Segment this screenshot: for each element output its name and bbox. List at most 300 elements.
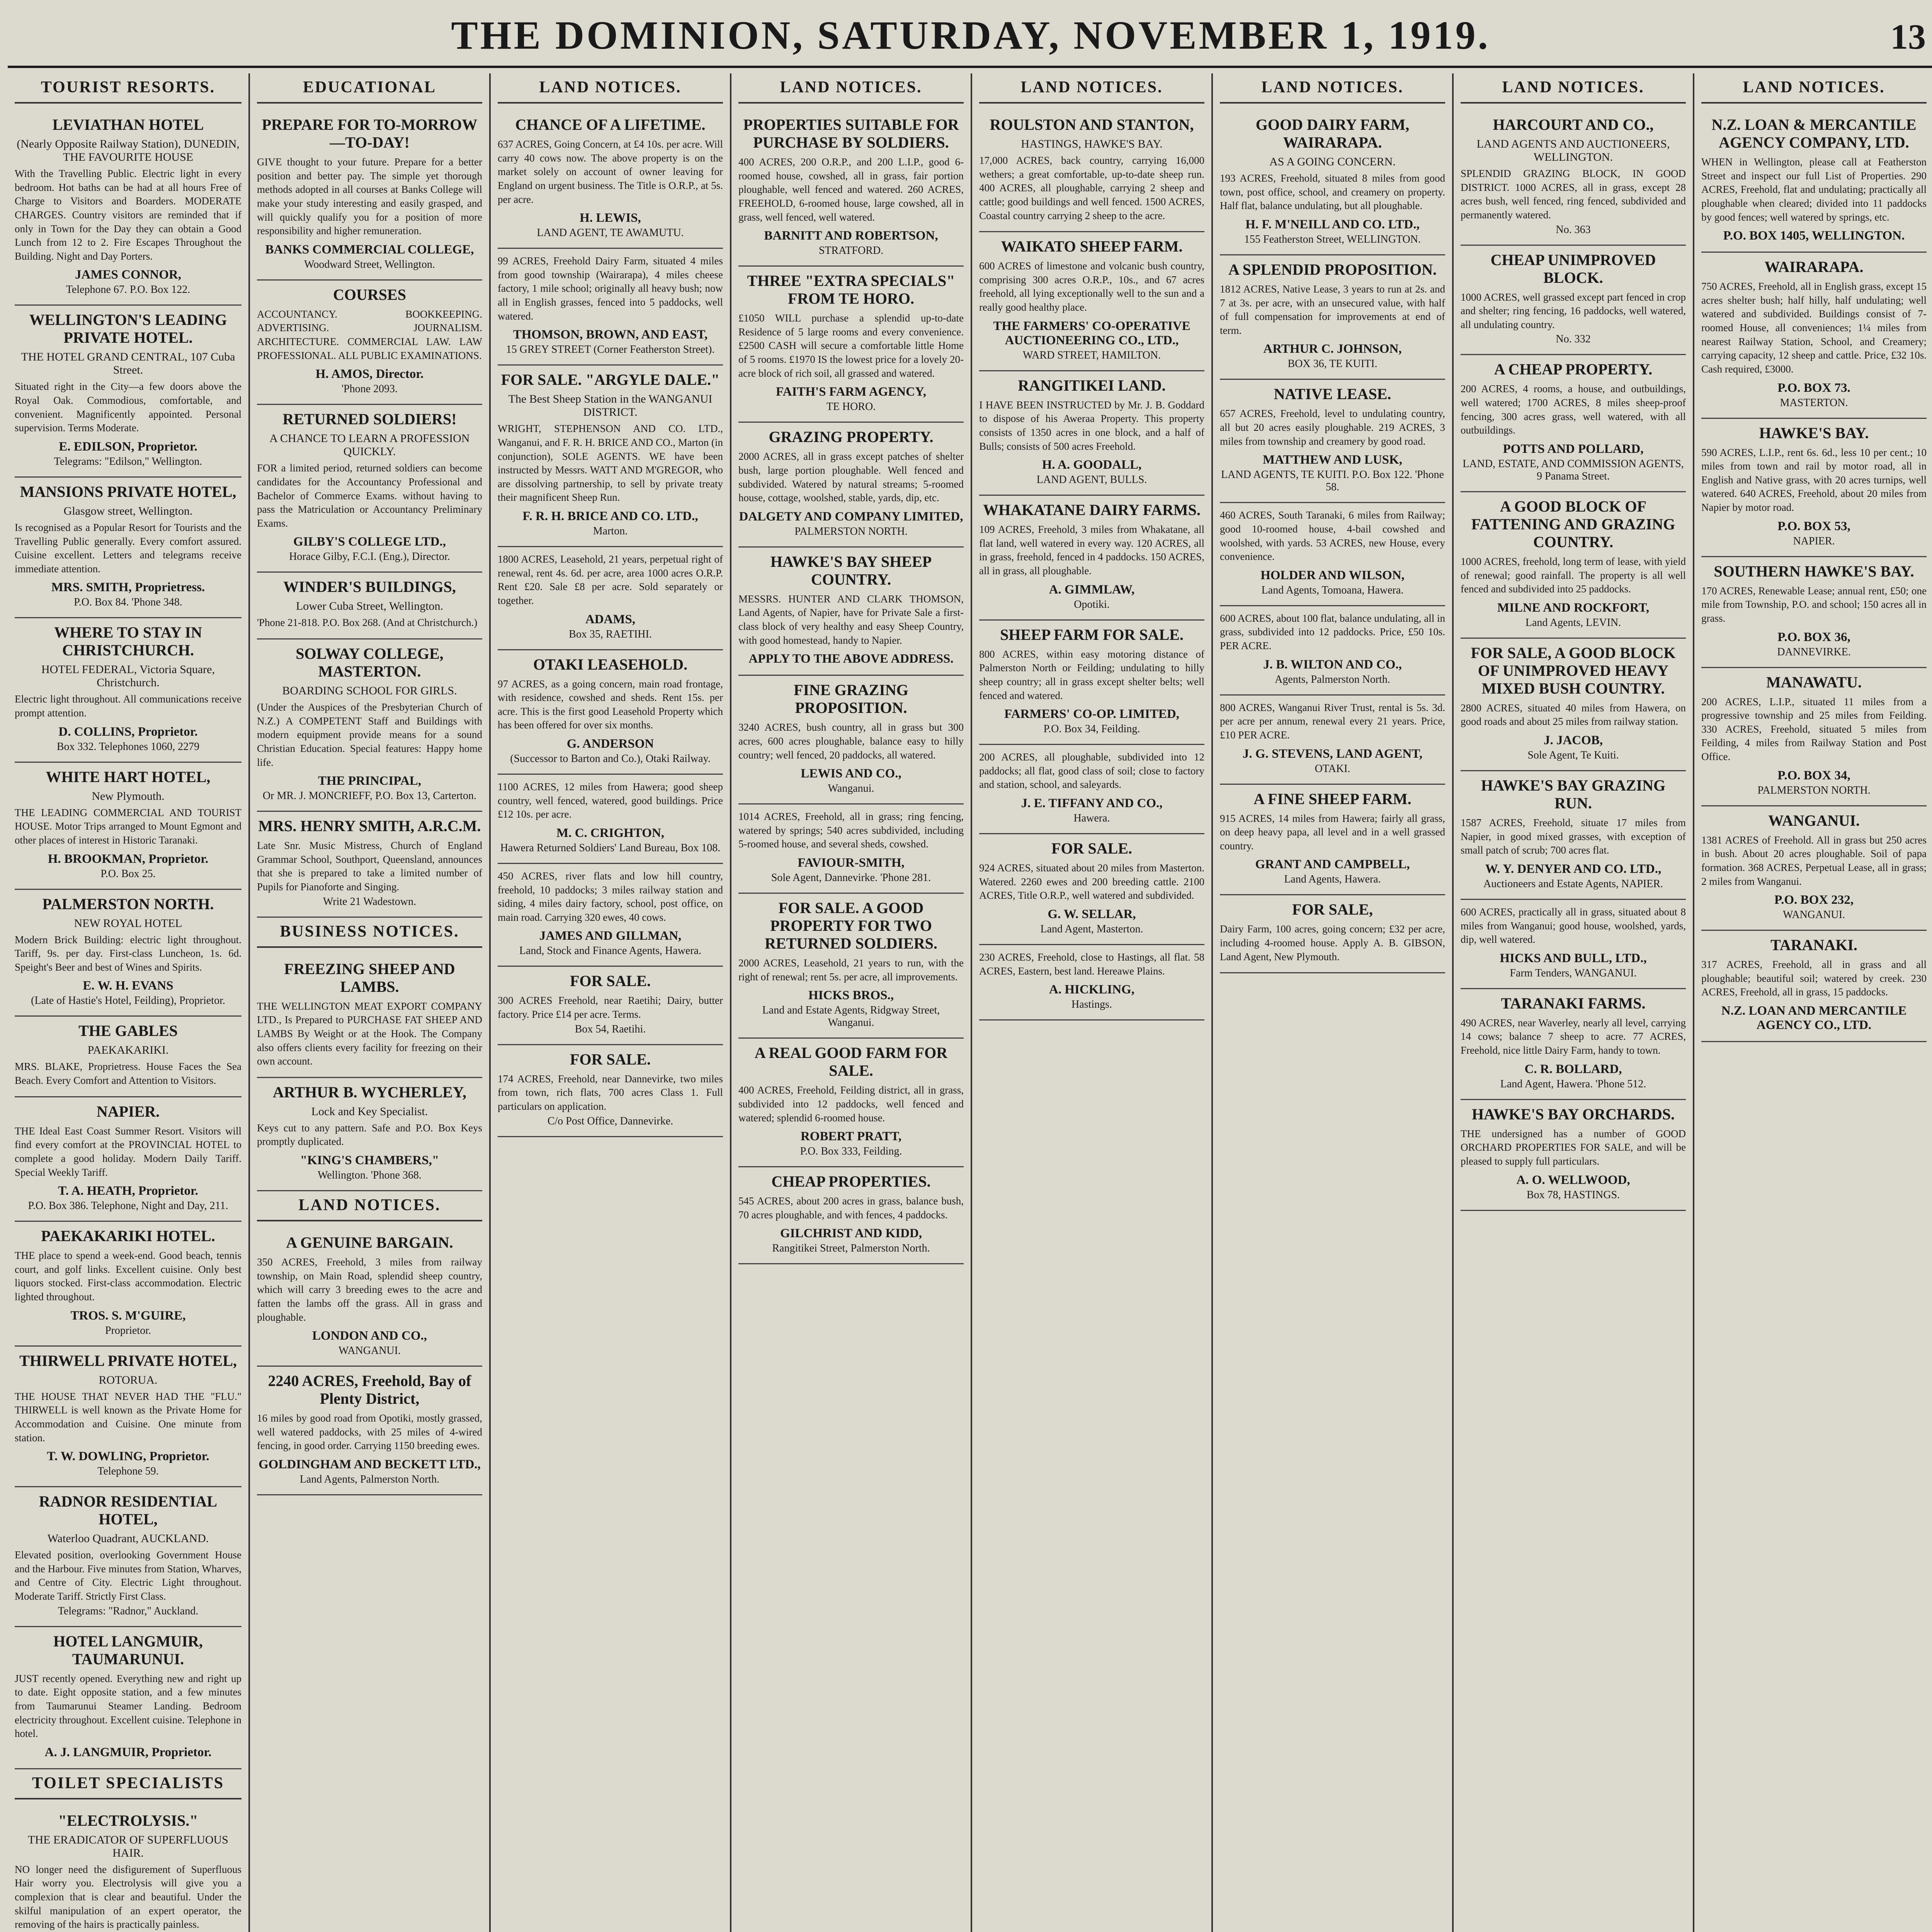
ad-address: OTAKI. <box>1315 762 1350 775</box>
advertisement <box>979 745 1204 834</box>
advertisement <box>15 306 242 478</box>
column-6 <box>1211 73 1452 1932</box>
ad-body: 1381 ACRES of Freehold. All in grass but 250 acres in bush. About 20 acres ploughable. Soil of papa formation. 368 ACRES, Perpetual Lease, all in grass; 2 miles from Wanganui. <box>1701 834 1927 887</box>
ad-title: A SPLENDID PROPOSITION. <box>1228 260 1437 278</box>
ad-address: BOX 36, TE KUITI. <box>1287 358 1378 370</box>
ad-signature: JAMES CONNOR, <box>75 268 181 282</box>
ad-address: Land Agent, Hawera. 'Phone 512. <box>1500 1078 1646 1090</box>
ad-body: 230 ACRES, Freehold, close to Hastings, all flat. 58 ACRES, Eastern, best land. Hereawe Plains. <box>979 951 1204 977</box>
column-5 <box>971 73 1211 1932</box>
column-2 <box>248 73 489 1932</box>
ad-title: THREE "EXTRA SPECIALS" FROM TE HORO. <box>747 272 955 308</box>
ad-title: FINE GRAZING PROPOSITION. <box>794 681 908 717</box>
ad-body: I HAVE BEEN INSTRUCTED by Mr. J. B. Goddard to dispose of his Aweraa Property. This property consists of 1350 acres in one block, and a half of Bulls; consists of 500 acres Freehold. <box>979 399 1204 452</box>
page-number: 13 <box>1890 17 1926 56</box>
advertisement <box>15 763 242 890</box>
ad-address: Box 54, Raetihi. <box>575 1023 646 1035</box>
ad-subtitle: Lock and Key Specialist. <box>311 1105 428 1118</box>
ad-address: 155 Featherston Street, WELLINGTON. <box>1244 233 1421 245</box>
ad-body: 193 ACRES, Freehold, situated 8 miles from good town, post office, school, and creamery on property. Half flat, balance undulating, but all ploughable. <box>1220 172 1445 212</box>
ad-address: Land Agents, Palmerston North. <box>299 1473 440 1485</box>
ad-title: HAWKE'S BAY GRAZING RUN. <box>1481 777 1666 812</box>
ad-address: DANNEVIRKE. <box>1777 646 1851 658</box>
ad-signature: GRANT AND CAMPBELL, <box>1255 857 1410 872</box>
ad-address: Telegrams: "Edilson," Wellington. <box>54 455 202 468</box>
ad-signature: JAMES AND GILLMAN, <box>539 929 682 943</box>
advertisement <box>257 639 482 812</box>
advertisement <box>1461 492 1686 639</box>
ad-title: 2240 ACRES, Freehold, Bay of Plenty District, <box>268 1372 471 1408</box>
ad-address: Hawera. <box>1073 812 1110 824</box>
ad-body: THE LEADING COMMERCIAL AND TOURIST HOUSE. Motor Trips arranged to Mount Egmont and other places of interest in Historic Taranaki. <box>15 806 242 846</box>
ad-subtitle: BOARDING SCHOOL FOR GIRLS. <box>282 684 457 697</box>
column-8 <box>1693 73 1932 1932</box>
advertisement <box>498 366 723 547</box>
column-1 <box>8 73 248 1932</box>
ad-title: PROPERTIES SUITABLE FOR PURCHASE BY SOLDIERS. <box>743 116 959 151</box>
ad-body: 460 ACRES, South Taranaki, 6 miles from Railway; good 10-roomed house, 4-bail cowshed and woolshed, with yards. 53 ACRES, new House, every convenience. <box>1220 509 1445 563</box>
ad-title: GOOD DAIRY FARM, WAIRARAPA. <box>1255 116 1410 151</box>
advertisement <box>1220 255 1445 380</box>
advertisement <box>15 1627 242 1769</box>
ad-subtitle: Waterloo Quadrant, AUCKLAND. <box>47 1532 209 1545</box>
ad-address: P.O. Box 333, Feilding. <box>800 1145 902 1158</box>
advertisement <box>738 267 964 423</box>
section-heading: BUSINESS NOTICES. <box>257 918 482 948</box>
ad-body: 600 ACRES of limestone and volcanic bush country, comprising 300 acres O.R.P., 10s., and 67 acres freehold, all lying exceptionally well to the sun and a really good healthy place. <box>979 260 1204 313</box>
ad-signature: N.Z. LOAN AND MERCANTILE AGENCY CO., LTD. <box>1721 1004 1907 1032</box>
advertisement <box>498 775 723 864</box>
ad-body: 800 ACRES, Wanganui River Trust, rental is 5s. 3d. per acre per annum, renewal every 21 years. Price, £10 PER ACRE. <box>1220 701 1445 741</box>
advertisement <box>1220 606 1445 696</box>
ad-body: 16 miles by good road from Opotiki, mostly grassed, well watered paddocks, with 25 miles of 4-wired fencing, in good order. Carrying 1150 breeding ewes. <box>257 1412 482 1452</box>
ad-address: Agents, Palmerston North. <box>1275 673 1390 685</box>
ad-title: WHERE TO STAY IN CHRISTCHURCH. <box>54 624 202 659</box>
ad-body: 1000 ACRES, well grassed except part fenced in crop and shelter; ring fencing, 16 paddocks, well watered, all undulating country. <box>1461 291 1686 330</box>
ad-body: 915 ACRES, 14 miles from Hawera; fairly all grass, on deep heavy papa, all level and in a well grassed country. <box>1220 812 1445 852</box>
advertisement <box>1220 380 1445 503</box>
ad-signature: ROBERT PRATT, <box>800 1129 902 1144</box>
advertisement <box>257 955 482 1078</box>
ad-body: 2000 ACRES, all in grass except patches of shelter bush, large portion ploughable. Well fenced and subdivided. Watered by natural streams; 5-roomed house, cottage, woolshed, stable, yards, dip, etc. <box>738 451 964 504</box>
ad-signature: FAVIOUR-SMITH, <box>798 856 905 870</box>
ad-signature: J. G. STEVENS, LAND AGENT, <box>1242 747 1423 761</box>
ad-title: SOUTHERN HAWKE'S BAY. <box>1714 562 1914 580</box>
ad-signature: M. C. CRIGHTON, <box>556 826 664 840</box>
ad-body: 170 ACRES, Renewable Lease; annual rent, £50; one mile from Township, P.O. and school; 150 acres all in grass. <box>1701 585 1927 624</box>
ad-signature: J. E. TIFFANY AND CO., <box>1021 796 1163 810</box>
ad-body: THE undersigned has a number of GOOD ORCHARD PROPERTIES FOR SALE, and will be pleased to supply full particulars. <box>1461 1128 1686 1167</box>
ad-body: With the Travelling Public. Electric light in every bedroom. Hot baths can be had at all hours Free of Charge to Visitors and Boarders. MODERATE CHARGES. Country visitors are reminded that if only in Town for the Day they can obtain a Good Lunch from 12 to 2. Fire Escapes Throughout the Building. Night and Day Porters. <box>15 168 242 262</box>
ad-body: WRIGHT, STEPHENSON AND CO. LTD., Wanganui, and F. R. H. BRICE AND CO., Marton (in conjunction), SOLE AGENTS. WE have been instructed by Messrs. WATT AND M'GREGOR, who are dissolving partnership, to sell by private treaty their magnificent Sheep Run. <box>498 423 723 503</box>
ad-address: Land Agents, Tomoana, Hawera. <box>1261 584 1404 596</box>
ad-address: Sole Agent, Dannevirke. 'Phone 281. <box>771 872 931 884</box>
ad-signature: P.O. BOX 36, <box>1777 630 1850 644</box>
ad-address: Telephone 67. P.O. Box 122. <box>66 284 190 296</box>
ad-body: 924 ACRES, situated about 20 miles from Masterton. Watered. 2260 ewes and 200 breeding cattle. 2100 ACRES, Title O.R.P., well watered and subdivided. <box>979 862 1204 901</box>
ad-subtitle: THE HOTEL GRAND CENTRAL, 107 Cuba Street. <box>21 350 235 377</box>
ad-address: Write 21 Wadestown. <box>323 895 417 908</box>
ad-subtitle: LAND AGENTS AND AUCTIONEERS, WELLINGTON. <box>1476 138 1670 163</box>
advertisement <box>1461 1100 1686 1211</box>
column-heading: EDUCATIONAL <box>257 73 482 104</box>
ad-address: Land Agents, LEVIN. <box>1525 616 1621 629</box>
ad-body: Elevated position, overlooking Government House and the Harbour. Five minutes from Station, Wharves, and Centre of City. Electric Light throughout. Moderate Tariff. Strictly First Class. <box>15 1549 242 1602</box>
ad-address: No. 363 <box>1556 223 1591 236</box>
ad-title: CHEAP PROPERTIES. <box>771 1173 931 1190</box>
advertisement <box>1461 639 1686 771</box>
ad-body: WHEN in Wellington, please call at Featherston Street and inspect our full List of Properties. 290 ACRES, Freehold, flat and undulating; practically all ploughable when cleared; divided into 11 paddocks by good fences; well watered by springs, etc. <box>1701 156 1927 223</box>
ad-address: Woodward Street, Wellington. <box>304 258 435 270</box>
ad-signature: THE FARMERS' CO-OPERATIVE AUCTIONEERING CO., LTD., <box>993 319 1190 347</box>
advertisement <box>738 676 964 804</box>
ad-body: 1812 ACRES, Native Lease, 3 years to run at 2s. and 7 at 3s. per acre, with an unsecured value, with half of full compensation for improvements at end of term. <box>1220 283 1445 336</box>
advertisement <box>498 111 723 249</box>
ad-signature: MILNE AND ROCKFORT, <box>1497 600 1650 615</box>
masthead <box>8 8 1932 68</box>
ad-title: FOR SALE. <box>570 1050 651 1068</box>
ad-body: £1050 WILL purchase a splendid up-to-date Residence of 5 large rooms and every convenience. £2500 CASH will secure a comfortable little Home of 5 rooms. £1970 IS the lowest price for a lovely 20-acre block of rich soil, all grassed and watered. <box>738 312 964 379</box>
ad-signature: W. Y. DENYER AND CO. LTD., <box>1485 862 1662 876</box>
ad-title: WELLINGTON'S LEADING PRIVATE HOTEL. <box>29 311 227 347</box>
ad-title: THE GABLES <box>78 1022 178 1040</box>
ad-address: P.O. Box 25. <box>100 867 156 880</box>
ad-signature: LEWIS AND CO., <box>801 767 901 781</box>
ad-signature: POTTS AND POLLARD, <box>1503 442 1644 456</box>
ad-body: 200 ACRES, L.I.P., situated 11 miles from a progressive township and 25 miles from Feilding. 330 ACRES, Freehold, situated 5 miles from Feilding, 4 miles from Railway Station and Post Office. <box>1701 696 1927 762</box>
ad-subtitle: THE ERADICATOR OF SUPERFLUOUS HAIR. <box>28 1833 228 1859</box>
ad-title: N.Z. LOAN & MERCANTILE AGENCY COMPANY, LTD. <box>1711 116 1917 151</box>
advertisement <box>979 945 1204 1020</box>
ad-title: A CHEAP PROPERTY. <box>1494 361 1653 378</box>
ad-body: 657 ACRES, Freehold, level to undulating country, all but 20 acres easily ploughable. 219 ACRES, 3 miles from township and creamery by good road. <box>1220 408 1445 447</box>
ad-subtitle: HOTEL FEDERAL, Victoria Square, Christchurch. <box>41 663 215 689</box>
advertisement <box>498 1045 723 1137</box>
ad-signature: A. O. WELLWOOD, <box>1516 1173 1630 1187</box>
columns-container <box>8 73 1932 1932</box>
advertisement <box>1220 111 1445 255</box>
ad-address: Horace Gilby, F.C.I. (Eng.), Director. <box>289 551 450 563</box>
column-4 <box>730 73 971 1932</box>
ad-signature: H. A. GOODALL, <box>1042 458 1142 472</box>
ad-body: 200 ACRES, all ploughable, subdivided into 12 paddocks; all flat, good class of soil; close to factory and station, school, and saleyards. <box>979 751 1204 791</box>
advertisement <box>738 894 964 1039</box>
ad-signature: ADAMS, <box>585 612 636 626</box>
ad-body: 400 ACRES, Freehold, Feilding district, all in grass, subdivided into 12 paddocks, well fenced and watered; splendid 6-roomed house. <box>738 1084 964 1124</box>
ad-signature: HOLDER AND WILSON, <box>1260 568 1405 582</box>
ad-title: ARTHUR B. WYCHERLEY, <box>273 1083 466 1101</box>
ad-body: JUST recently opened. Everything new and right up to date. Eight opposite station, and a few minutes from Taumarunui Steamer Landing. Bedroom electricity throughout. Excellent cuisine. Telephone in hotel. <box>15 1672 242 1740</box>
ad-title: GRAZING PROPERTY. <box>769 428 934 446</box>
ad-body: 174 ACRES, Freehold, near Dannevirke, two miles from town, rich flats, 700 acres Class 1. Full particulars on application. <box>498 1073 723 1112</box>
ad-signature: P.O. BOX 1405, WELLINGTON. <box>1723 229 1905 243</box>
advertisement <box>257 1367 482 1495</box>
ad-address: Rangitikei Street, Palmerston North. <box>772 1242 930 1255</box>
newspaper-title: THE DOMINION, SATURDAY, NOVEMBER 1, 1919. <box>451 13 1490 58</box>
ad-title: TARANAKI FARMS. <box>1501 994 1646 1012</box>
ad-body: Is recognised as a Popular Resort for Tourists and the Travelling Public generally. Every comfort assured. Cuisine excellent. Letters and telegrams receive immediate attention. <box>15 521 242 575</box>
advertisement <box>15 1222 242 1347</box>
advertisement <box>1220 503 1445 606</box>
ad-address: LAND AGENT, TE AWAMUTU. <box>537 227 684 239</box>
advertisement <box>1461 111 1686 246</box>
ad-title: FOR SALE. <box>1051 840 1132 857</box>
advertisement <box>498 650 723 775</box>
advertisement <box>1461 246 1686 355</box>
ad-address: Land, Stock and Finance Agents, Hawera. <box>519 945 702 957</box>
ad-signature: P.O. BOX 73. <box>1777 381 1850 395</box>
ad-title: HAWKE'S BAY SHEEP COUNTRY. <box>770 553 932 588</box>
ad-address: No. 332 <box>1556 333 1591 345</box>
ad-body: Dairy Farm, 100 acres, going concern; £32 per acre, including 4-roomed house. Apply A. B. GIBSON, Land Agent, New Plymouth. <box>1220 923 1445 963</box>
ad-signature: F. R. H. BRICE AND CO. LTD., <box>522 509 698 523</box>
ad-body: 1587 ACRES, Freehold, situate 17 miles from Napier, in good mixed grasses, with exception of small patch of scrub; 700 acres flat. <box>1461 817 1686 856</box>
advertisement <box>1220 895 1445 973</box>
advertisement <box>1701 419 1927 557</box>
ad-address: Or MR. J. MONCRIEFF, P.O. Box 13, Carterton. <box>262 790 477 802</box>
ad-address: Land and Estate Agents, Ridgway Street, Wanganui. <box>762 1004 940 1029</box>
ad-title: NATIVE LEASE. <box>1274 385 1391 403</box>
ad-subtitle: New Plymouth. <box>92 789 165 803</box>
ad-title: RETURNED SOLDIERS! <box>282 410 457 428</box>
ad-signature: THOMSON, BROWN, AND EAST, <box>513 328 708 342</box>
ad-body: 750 ACRES, Freehold, all in English grass, except 15 acres shelter bush; half hilly, half undulating; well watered and subdivided. Buildings consist of 7-roomed House, all conveniences; 1¼ miles from nearest Railway Station, School, and Creamery; carrying capacity, 12 sheep and cattle. Price, £32 10s. Cash required, £3000. <box>1701 281 1927 375</box>
ad-title: A FINE SHEEP FARM. <box>1253 790 1412 808</box>
ad-signature: BANKS COMMERCIAL COLLEGE, <box>265 242 474 257</box>
ad-subtitle: ROTORUA. <box>99 1373 158 1386</box>
advertisement <box>979 232 1204 371</box>
ad-body: 17,000 ACRES, back country, carrying 16,000 wethers; a great comfortable, up-to-date sheep run. 400 ACRES, all ploughable, carrying 2 sheep and cattle; good buildings and well fenced. 1500 ACRES, Coastal country carrying 2 sheep to the acre. <box>979 155 1204 221</box>
ad-body: 490 ACRES, near Waverley, nearly all level, carrying 14 cows; balance 7 sheep to acre. 77 ACRES, Freehold, nice little Dairy Farm, handy to town. <box>1461 1017 1686 1056</box>
ad-address: Proprietor. <box>105 1324 151 1337</box>
advertisement <box>1701 111 1927 253</box>
ad-title: WHITE HART HOTEL, <box>46 768 211 786</box>
ad-body: Modern Brick Building: electric light throughout. Tariff, 9s. per day. First-class Luncheon, 1s. 6d. Speight's Beer and best of Wines and Spirits. <box>15 934 242 973</box>
ad-subtitle: (Nearly Opposite Railway Station), DUNEDIN, THE FAVOURITE HOUSE <box>17 138 240 163</box>
ad-subtitle: The Best Sheep Station in the WANGANUI DISTRICT. <box>508 393 713 419</box>
ad-signature: G. ANDERSON <box>566 737 654 751</box>
ad-title: PREPARE FOR TO-MORROW—TO-DAY! <box>262 116 478 151</box>
ad-title: FOR SALE. <box>570 972 651 990</box>
advertisement <box>15 618 242 762</box>
ad-body: 1800 ACRES, Leasehold, 21 years, perpetual right of renewal, rent 4s. 6d. per acre, area 1000 acres O.R.P. Rent £20. Sale £8 per acre. Sold separately or together. <box>498 553 723 606</box>
ad-title: HARCOURT AND CO., <box>1493 116 1654 133</box>
ad-title: SOLWAY COLLEGE, MASTERTON. <box>296 645 444 680</box>
ad-signature: MRS. SMITH, Proprietress. <box>51 580 205 595</box>
ad-body: 350 ACRES, Freehold, 3 miles from railway township, on Main Road, splendid sheep country, which will carry 3 breeding ewes to the acre and fatten the lambs off the grass. All in grass and ploughable. <box>257 1256 482 1323</box>
ad-body: 450 ACRES, river flats and low hill country, freehold, 10 paddocks; 3 miles railway station and siding, 4 miles dairy factory, school, post office, on main road. Carrying 320 ewes, 40 cows. <box>498 870 723 923</box>
column-heading: LAND NOTICES. <box>1701 73 1927 104</box>
advertisement <box>15 1806 242 1932</box>
ad-signature: ARTHUR C. JOHNSON, <box>1263 342 1402 356</box>
advertisement <box>1220 785 1445 896</box>
ad-signature: P.O. BOX 34, <box>1777 768 1850 782</box>
ad-body: 300 ACRES Freehold, near Raetihi; Dairy, butter factory. Price £14 per acre. Terms. <box>498 995 723 1020</box>
ad-address: LAND AGENT, BULLS. <box>1036 474 1147 486</box>
ad-title: WINDER'S BUILDINGS, <box>283 578 456 596</box>
ad-signature: DALGETY AND COMPANY LIMITED, <box>739 509 963 524</box>
advertisement <box>979 111 1204 232</box>
advertisement <box>1220 696 1445 785</box>
ad-body: SPLENDID GRAZING BLOCK, IN GOOD DISTRICT. 1000 ACRES, all in grass, except 28 acres bush, well fenced, ring fenced, subdivided and permanently watered. <box>1461 168 1686 221</box>
ad-address: STRATFORD. <box>818 245 884 257</box>
ad-address: Sole Agent, Te Kuiti. <box>1527 749 1619 761</box>
ad-address: Telegrams: "Radnor," Auckland. <box>58 1605 199 1617</box>
ad-signature: GILBY'S COLLEGE LTD., <box>293 535 446 549</box>
ad-body: ACCOUNTANCY. BOOKKEEPING. ADVERTISING. JOURNALISM. ARCHITECTURE. COMMERCIAL LAW. LAW PROFESSIONAL. ALL PUBLIC EXAMINATIONS. <box>257 308 482 361</box>
ad-address: WANGANUI. <box>1783 909 1845 921</box>
ad-address: Auctioneers and Estate Agents, NAPIER. <box>1483 878 1663 890</box>
ad-signature: H. F. M'NEILL AND CO. LTD., <box>1245 217 1420 231</box>
advertisement <box>15 478 242 619</box>
ad-address: NAPIER. <box>1793 535 1835 547</box>
ad-signature: BARNITT AND ROBERTSON, <box>764 229 938 243</box>
ad-body: 99 ACRES, Freehold Dairy Farm, situated 4 miles from good township (Wairarapa), 4 miles cheese factory, 1 mile school; originally all heavy bush; now all in English grasses, fenced into 5 paddocks, well watered. <box>498 255 723 322</box>
ad-address: 'Phone 2093. <box>341 383 398 395</box>
ad-title: LEVIATHAN HOTEL <box>52 116 204 133</box>
ad-body: GIVE thought to your future. Prepare for a better position and better pay. The simple yet thorough methods adopted in all courses at Banks College will make your study interesting and easily grasped, and will quickly qualify you for a position of more responsibility and higher remuneration. <box>257 156 482 237</box>
ad-title: RANGITIKEI LAND. <box>1018 376 1166 394</box>
ad-title: FOR SALE. "ARGYLE DALE." <box>501 371 720 389</box>
ad-signature: T. W. DOWLING, Proprietor. <box>47 1449 209 1464</box>
ad-body: (Under the Auspices of the Presbyterian Church of N.Z.) A COMPETENT Staff and Buildings with modern equipment provide means for a sound Christian Education. Special features: Happy home life. <box>257 701 482 768</box>
advertisement <box>257 111 482 281</box>
ad-title: SHEEP FARM FOR SALE. <box>1000 626 1184 643</box>
ad-body: 97 ACRES, as a going concern, main road frontage, with residence, cowshed and sheds. Rent 15s. per acre. This is the first good Leasehold Property which has been offered for over six months. <box>498 678 723 731</box>
ad-body: Late Snr. Music Mistress, Church of England Grammar School, Southport, Queensland, announces that she is prepared to take a limited number of Pupils for Pianoforte and Singing. <box>257 840 482 893</box>
ad-body: 2800 ACRES, situated 40 miles from Hawera, on good roads and about 25 miles from railway station. <box>1461 702 1686 728</box>
advertisement <box>979 834 1204 945</box>
advertisement <box>498 864 723 967</box>
ad-subtitle: PAEKAKARIKI. <box>87 1044 169 1057</box>
advertisement <box>979 621 1204 745</box>
ad-signature: H. BROOKMAN, Proprietor. <box>48 852 209 866</box>
ad-title: A GOOD BLOCK OF FATTENING AND GRAZING COUNTRY. <box>1471 497 1675 551</box>
ad-body: 545 ACRES, about 200 acres in grass, balance bush, 70 acres ploughable, and with fences, 4 paddocks. <box>738 1195 964 1221</box>
ad-body: Electric light throughout. All communications receive prompt attention. <box>15 693 242 719</box>
ad-signature: D. COLLINS, Proprietor. <box>58 724 198 739</box>
ad-address: MASTERTON. <box>1780 396 1848 409</box>
advertisement <box>738 1039 964 1167</box>
ad-signature: T. A. HEATH, Proprietor. <box>58 1184 198 1198</box>
ad-body: MESSRS. HUNTER AND CLARK THOMSON, Land Agents, of Napier, have for Private Sale a first-class block of very healthy and easy Sheep Country, with good homestead, handy to Napier. <box>738 593 964 646</box>
ad-address: 15 GREY STREET (Corner Featherston Street). <box>506 344 715 356</box>
ad-address: (Late of Hastie's Hotel, Feilding), Proprietor. <box>31 995 225 1007</box>
ad-title: FOR SALE, <box>1292 901 1373 918</box>
ad-title: WANGANUI. <box>1768 811 1860 829</box>
ad-body: THE place to spend a week-end. Good beach, tennis court, and golf links. Excellent cuisine. Only best liquors stocked. First-class accommodation. Electric lighted throughout. <box>15 1250 242 1303</box>
section-heading: LAND NOTICES. <box>257 1191 482 1221</box>
ad-address: P.O. Box 34, Feilding. <box>1043 723 1140 735</box>
ad-body: 400 ACRES, 200 O.R.P., and 200 L.I.P., good 6-roomed house, cowshed, all in grass, fair portion ploughable, well fenced and watered. 260 ACRES, FREEHOLD, 6-roomed house, large cowshed, all in grass, well fenced, well watered. <box>738 156 964 223</box>
ad-address: PALMERSTON NORTH. <box>1757 784 1871 796</box>
ad-title: RADNOR RESIDENTIAL HOTEL, <box>39 1493 218 1528</box>
ad-address: (Successor to Barton and Co.), Otaki Railway. <box>510 753 711 765</box>
ad-address: Farm Tenders, WANGANUI. <box>1510 967 1637 979</box>
ad-signature: A. GIMMLAW, <box>1049 582 1135 597</box>
ad-signature: MATTHEW AND LUSK, <box>1263 453 1402 467</box>
ad-address: Wanganui. <box>828 782 874 795</box>
advertisement <box>979 496 1204 621</box>
ad-body: 1014 ACRES, Freehold, all in grass; ring fencing, watered by springs; 540 acres subdivided, including 5-roomed house, and several sheds, cowshed. <box>738 811 964 850</box>
ad-title: PAEKAKARIKI HOTEL. <box>41 1227 215 1245</box>
advertisement <box>15 1487 242 1627</box>
ad-address: PALMERSTON NORTH. <box>794 525 908 537</box>
advertisement <box>498 249 723 366</box>
ad-address: Land Agent, Masterton. <box>1040 923 1143 935</box>
column-heading: LAND NOTICES. <box>1461 73 1686 104</box>
ad-body: 1000 ACRES, freehold, long term of lease, with yield of renewal; good rainfall. The property is all well fenced and subdivided into 25 paddocks. <box>1461 555 1686 595</box>
advertisement <box>738 111 964 267</box>
ad-signature: H. AMOS, Director. <box>315 367 424 381</box>
ad-title: CHANCE OF A LIFETIME. <box>515 116 706 133</box>
ad-title: A REAL GOOD FARM FOR SALE. <box>754 1044 948 1080</box>
ad-title: TARANAKI. <box>1770 936 1857 954</box>
ad-body: THE HOUSE THAT NEVER HAD THE "FLU." THIRWELL is well known as the Private Home for Accommodation and Cuisine. One minute from station. <box>15 1390 242 1444</box>
ad-signature: HICKS AND BULL, LTD., <box>1500 951 1647 965</box>
ad-signature: J. B. WILTON AND CO., <box>1263 657 1402 672</box>
ad-signature: TROS. S. M'GUIRE, <box>70 1308 186 1323</box>
advertisement <box>257 1078 482 1191</box>
ad-body: 800 ACRES, within easy motoring distance of Palmerston North or Feilding; undulating to hilly sheep country; all in grass except shelter belts; well fenced and watered. <box>979 648 1204 701</box>
ad-signature: A. HICKLING, <box>1049 983 1134 997</box>
ad-body: THE Ideal East Coast Summer Resort. Visitors will find every comfort at the PROVINCIAL HOTEL to complete a good holiday. Modern Daily Tariff. Special Weekly Tariff. <box>15 1125 242 1178</box>
ad-title: WAIKATO SHEEP FARM. <box>1001 238 1183 255</box>
ad-body: Keys cut to any pattern. Safe and P.O. Box Keys promptly duplicated. <box>257 1122 482 1148</box>
ad-title: OTAKI LEASEHOLD. <box>533 655 688 673</box>
ad-title: NAPIER. <box>96 1102 160 1120</box>
advertisement <box>498 547 723 650</box>
ad-signature: GILCHRIST AND KIDD, <box>780 1226 922 1241</box>
ad-address: Marton. <box>593 525 628 537</box>
ad-title: WAIRARAPA. <box>1764 258 1864 276</box>
ad-title: CHEAP UNIMPROVED BLOCK. <box>1490 251 1656 286</box>
advertisement <box>257 812 482 918</box>
advertisement <box>738 548 964 676</box>
advertisement <box>15 1097 242 1222</box>
ad-signature: E. EDILSON, Proprietor. <box>59 439 197 454</box>
ad-title: FREEZING SHEEP AND LAMBS. <box>284 960 455 995</box>
ad-subtitle: AS A GOING CONCERN. <box>1269 155 1396 168</box>
advertisement <box>1701 253 1927 418</box>
column-heading: LAND NOTICES. <box>738 73 964 104</box>
ad-body: 1100 ACRES, 12 miles from Hawera; good sheep country, well fenced, watered, good buildings. Price £12 10s. per acre. <box>498 781 723 820</box>
ad-signature: APPLY TO THE ABOVE ADDRESS. <box>748 652 954 666</box>
ad-signature: FARMERS' CO-OP. LIMITED, <box>1004 707 1179 721</box>
ad-signature: P.O. BOX 232, <box>1774 893 1854 907</box>
advertisement <box>738 804 964 894</box>
ad-subtitle: HASTINGS, HAWKE'S BAY. <box>1021 138 1163 150</box>
ad-address: Land Agents, Hawera. <box>1284 873 1381 886</box>
ad-signature: LONDON AND CO., <box>312 1329 427 1343</box>
ad-address: WANGANUI. <box>338 1345 401 1357</box>
ad-signature: E. W. H. EVANS <box>83 979 173 993</box>
ad-subtitle: NEW ROYAL HOTEL <box>74 917 182 930</box>
ad-title: WHAKATANE DAIRY FARMS. <box>983 501 1201 519</box>
advertisement <box>738 423 964 548</box>
advertisement <box>738 1167 964 1264</box>
ad-signature: G. W. SELLAR, <box>1048 907 1136 921</box>
ad-title: HAWKE'S BAY ORCHARDS. <box>1472 1105 1675 1123</box>
ad-body: 600 ACRES, about 100 flat, balance undulating, all in grass, subdivided into 12 paddocks. Price, £50 10s. PER ACRE. <box>1220 612 1445 651</box>
ad-body: 'Phone 21-818. P.O. Box 268. (And at Christchurch.) <box>257 617 478 629</box>
column-3 <box>489 73 730 1932</box>
ad-address: TE HORO. <box>826 401 876 413</box>
ad-title: HOTEL LANGMUIR, TAUMARUNUI. <box>53 1632 203 1668</box>
ad-body: 637 ACRES, Going Concern, at £4 10s. per acre. Will carry 40 cows now. The above property is on the market solely on account of owner leaving for England on urgent business. The Title is O.R.P., at 5s. per acre. <box>498 138 723 205</box>
ad-body: 109 ACRES, Freehold, 3 miles from Whakatane, all flat land, well watered in every way. 120 ACRES, all in grass, freehold, fenced in 4 paddocks. 150 ACRES, all in grass, all ploughable. <box>979 524 1204 577</box>
advertisement <box>257 1228 482 1367</box>
